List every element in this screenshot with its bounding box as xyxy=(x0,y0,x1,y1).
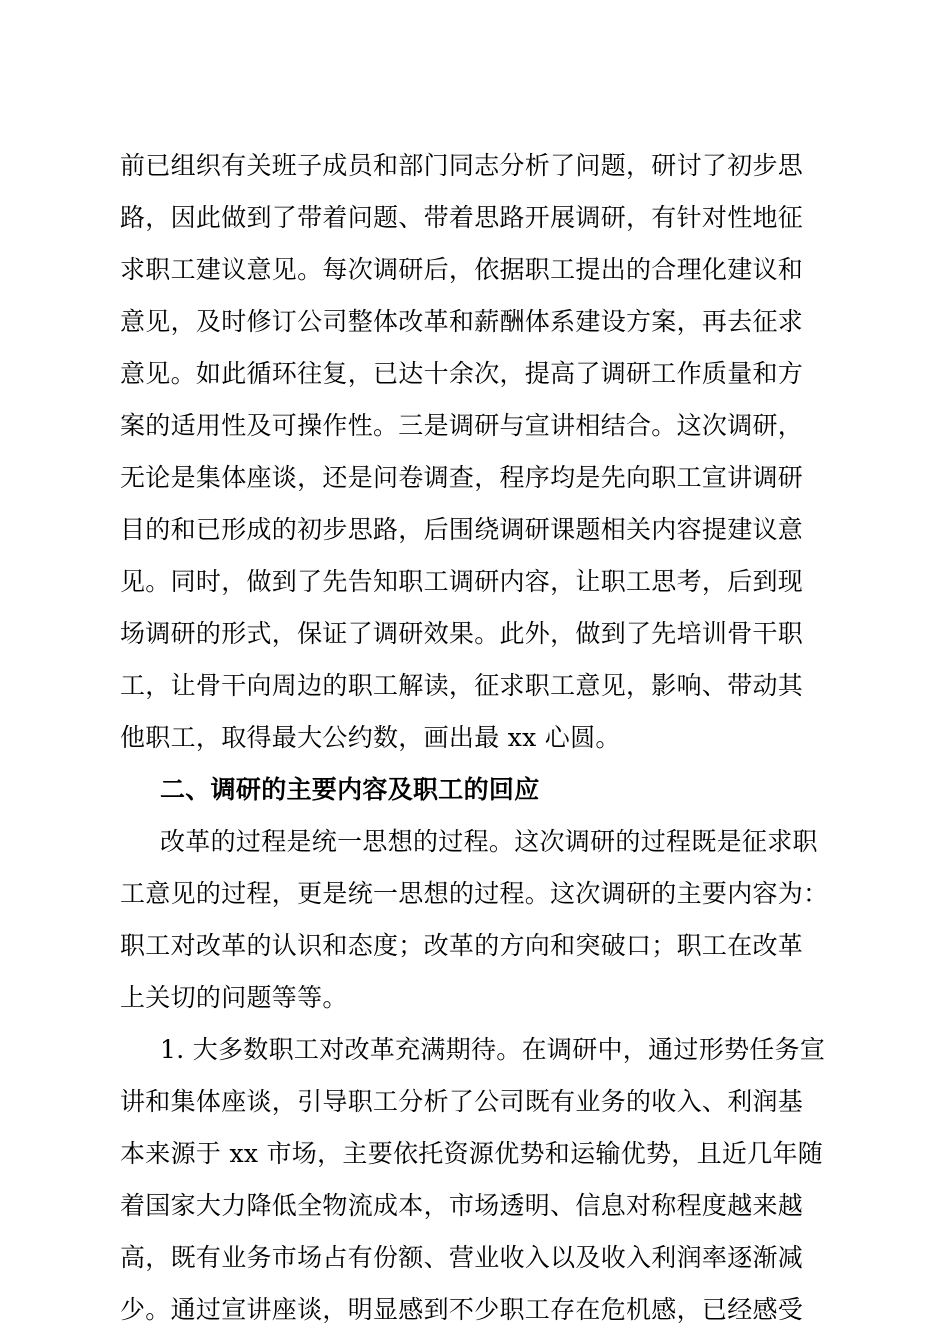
body-line: 无论是集体座谈，还是问卷调查，程序均是先向职工宣讲调研 xyxy=(120,463,804,492)
body-line: 目的和已形成的初步思路，后围绕调研课题相关内容提建议意 xyxy=(120,515,804,544)
section-heading: 二、调研的主要内容及职工的回应 xyxy=(160,775,540,804)
body-line: 本来源于 xx 市场，主要依托资源优势和运输优势，且近几年随 xyxy=(120,1139,824,1168)
body-line: 着国家大力降低全物流成本，市场透明、信息对称程度越来越 xyxy=(120,1191,804,1220)
paragraph-first-line: 改革的过程是统一思想的过程。这次调研的过程既是征求职 xyxy=(160,827,818,856)
body-line: 讲和集体座谈，引导职工分析了公司既有业务的收入、利润基 xyxy=(120,1087,804,1116)
body-line: 案的适用性及可操作性。三是调研与宣讲相结合。这次调研， xyxy=(120,411,804,440)
body-line: 职工对改革的认识和态度；改革的方向和突破口；职工在改革 xyxy=(120,931,804,960)
body-line: 他职工，取得最大公约数，画出最 xx 心圆。 xyxy=(120,723,621,752)
body-line: 意见，及时修订公司整体改革和薪酬体系建设方案，再去征求 xyxy=(120,307,804,336)
body-line: 上关切的问题等等。 xyxy=(120,983,348,1012)
body-line: 意见。如此循环往复，已达十余次，提高了调研工作质量和方 xyxy=(120,359,804,388)
body-line: 工意见的过程，更是统一思想的过程。这次调研的主要内容为： xyxy=(120,879,829,908)
body-line: 求职工建议意见。每次调研后，依据职工提出的合理化建议和 xyxy=(120,255,804,284)
paragraph-first-line: 1. 大多数职工对改革充满期待。在调研中，通过形势任务宣 xyxy=(160,1035,826,1064)
body-line: 少。通过宣讲座谈，明显感到不少职工存在危机感，已经感受 xyxy=(120,1295,804,1324)
body-line: 前已组织有关班子成员和部门同志分析了问题，研讨了初步思 xyxy=(120,151,804,180)
body-line: 路，因此做到了带着问题、带着思路开展调研，有针对性地征 xyxy=(120,203,804,232)
document-body xyxy=(120,140,835,1336)
body-line: 见。同时，做到了先告知职工调研内容，让职工思考，后到现 xyxy=(120,567,804,596)
body-line: 工，让骨干向周边的职工解读，征求职工意见，影响、带动其 xyxy=(120,671,804,700)
body-line: 场调研的形式，保证了调研效果。此外，做到了先培训骨干职 xyxy=(120,619,804,648)
body-line: 高，既有业务市场占有份额、营业收入以及收入利润率逐渐减 xyxy=(120,1243,804,1272)
